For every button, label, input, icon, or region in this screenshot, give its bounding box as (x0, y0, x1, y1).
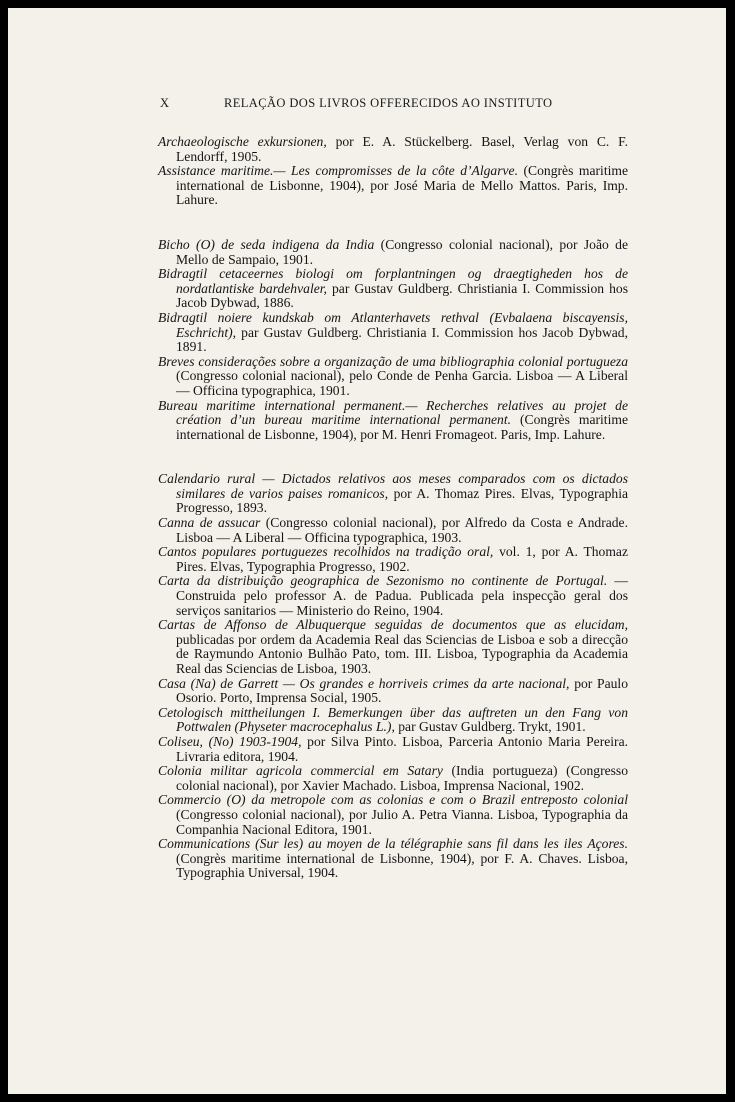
bibliography-entry (158, 266, 628, 311)
entry-details: (Congrès maritime international de Lisbonne, 1904), por José Maria de Mello Mattos. Paris, Imp. Lahure. (176, 163, 628, 208)
entry-title: Commercio (O) da metropole com as colonias e com o Brazil entreposto colonial (158, 792, 628, 808)
entry-title: Cartas de Affonso de Albuquerque seguidas de documentos que as elucidam, (158, 617, 628, 633)
bibliography-entry (158, 353, 628, 399)
bibliography-entry (158, 515, 628, 545)
entry-title: Colonia militar agricola commercial em Satary (158, 763, 443, 779)
entry-details: (Congrès maritime international de Lisbonne, 1904), por F. A. Chaves. Lisboa, Typographia Universal, 1904. (176, 850, 628, 881)
entry-title: Coliseu, (No) 1903-1904, (158, 733, 302, 749)
entry-details: (Congrès maritime international de Lisbonne, 1904), por M. Henri Fromageot. Paris, Imp. Lahure. (176, 412, 628, 442)
entry-title: Bidragtil cetaceernes biologi om forplantningen og draegtigheden hos de nordatlantiske bardehvaler, (158, 266, 628, 296)
bibliography-entry (158, 471, 629, 516)
entry-group (158, 472, 628, 881)
entry-title: Casa (Na) de Garrett — Os grandes e horriveis crimes da arte nacional, (158, 675, 570, 691)
running-title: RELAÇÃO DOS LIVROS OFFERECIDOS AO INSTITUTO (224, 96, 553, 110)
entry-title: Calendario rural — Dictados relativos aos meses comparados com os dictados similares de varios paises romanicos, (158, 471, 628, 501)
entry-details: — Construida pelo professor A. de Padua. Publicada pela inspecção geral dos serviços sanitarios — Ministerio do Reino, 1904. (176, 573, 628, 618)
bibliography-entry (158, 309, 628, 355)
bibliography-entry (158, 573, 628, 618)
entry-title: Assistance maritime.— Les compromisses de la côte d’Algarve. (158, 163, 518, 179)
entry-title: Canna de assucar (158, 515, 261, 531)
entry-title: Carta da distribuição geographica de Sezonismo no continente de Portugal. (158, 573, 608, 589)
entry-details: por Paulo Osorio. Porto, Imprensa Social, 1905. (176, 675, 628, 706)
entry-details: par Gustav Guldberg. Christiania I. Commission hos Jacob Dybwad, 1886. (176, 280, 628, 311)
entry-title: Communications (Sur les) au moyen de la télégraphie sans fil dans les iles Açores. (158, 836, 628, 852)
entry-group (158, 135, 628, 208)
entry-title: Bicho (O) de seda indigena da India (158, 236, 375, 252)
entry-title: Archaeologische exkursionen, (158, 134, 327, 149)
entry-title: Bureau maritime international permanent.— Recherches relatives au projet de création d’un bureau maritime international permanent. (158, 397, 628, 428)
entry-details: vol. 1, por A. Thomaz Pires. Elvas, Typographia Progresso, 1902. (176, 544, 628, 574)
entry-group (158, 238, 628, 442)
entry-details: publicadas por ordem da Academia Real das Sciencias de Lisboa e sob a direcção de Raymundo Antonio Bulhão Pato, tom. III. Lisboa, Typographia da Academia Real das Sciencias de Lisboa, 1903. (176, 631, 628, 676)
bibliography-entry (158, 163, 628, 208)
bibliography-entry (158, 675, 628, 706)
entry-details: par Gustav Guldberg. Trykt, 1901. (394, 719, 586, 735)
page-number: X (160, 96, 170, 110)
entry-details: (Congresso colonial nacional), por Julio A. Petra Vianna. Lisboa, Typographia da Companhia Nacional Editora, 1901. (176, 806, 628, 837)
entry-title: Bidragtil noiere kundskab om Atlanterhavets rethval (Evbalaena biscayensis, Eschricht), (158, 309, 628, 340)
entry-details: (India portugueza) (Congresso colonial nacional), por Xavier Machado. Lisboa, Imprensa Nacional, 1902. (176, 763, 629, 793)
entry-details: por Silva Pinto. Lisboa, Parceria Antonio Maria Pereira. Livraria editora, 1904. (176, 733, 629, 764)
entry-title: Breves considerações sobre a organização de uma bibliographia colonial portugueza (158, 353, 628, 369)
bibliography-entry (158, 236, 628, 267)
bibliography-entry (158, 763, 629, 793)
bibliography-entry (158, 617, 628, 676)
bibliography-entry (158, 836, 628, 881)
entry-details: (Congresso colonial nacional), por Alfredo da Costa e Andrade. Lisboa — A Liberal — Officina typographica, 1903. (176, 515, 628, 545)
bibliography-entry (158, 733, 629, 764)
entry-details: por A. Thomaz Pires. Elvas, Typographia Progresso, 1893. (176, 485, 629, 516)
bibliography-entry (158, 134, 629, 164)
entry-details: (Congresso colonial nacional), por João de Mello de Sampaio, 1901. (176, 236, 628, 267)
bibliography-entry (158, 792, 628, 837)
entry-details: par Gustav Guldberg. Christiania I. Commission hos Jacob Dybwad, 1891. (176, 324, 628, 355)
bibliography-list (158, 135, 628, 911)
entry-title: Cantos populares portuguezes recolhidos na tradição oral, (158, 544, 494, 560)
bibliography-entry (158, 397, 628, 443)
entry-details: (Congresso colonial nacional), pelo Conde de Penha Garcia. Lisboa — A Liberal — Officina typographica, 1901. (176, 368, 628, 398)
book-page (8, 8, 726, 1094)
entry-details: por E. A. Stückelberg. Basel, Verlag von C. F. Lendorff, 1905. (176, 134, 629, 164)
bibliography-entry (158, 704, 628, 735)
bibliography-entry (158, 544, 628, 574)
entry-title: Cetologisch mittheilungen I. Bemerkungen über das auftreten un den Fang von Pottwalen (Physeter macrocephalus L.), (158, 704, 628, 735)
